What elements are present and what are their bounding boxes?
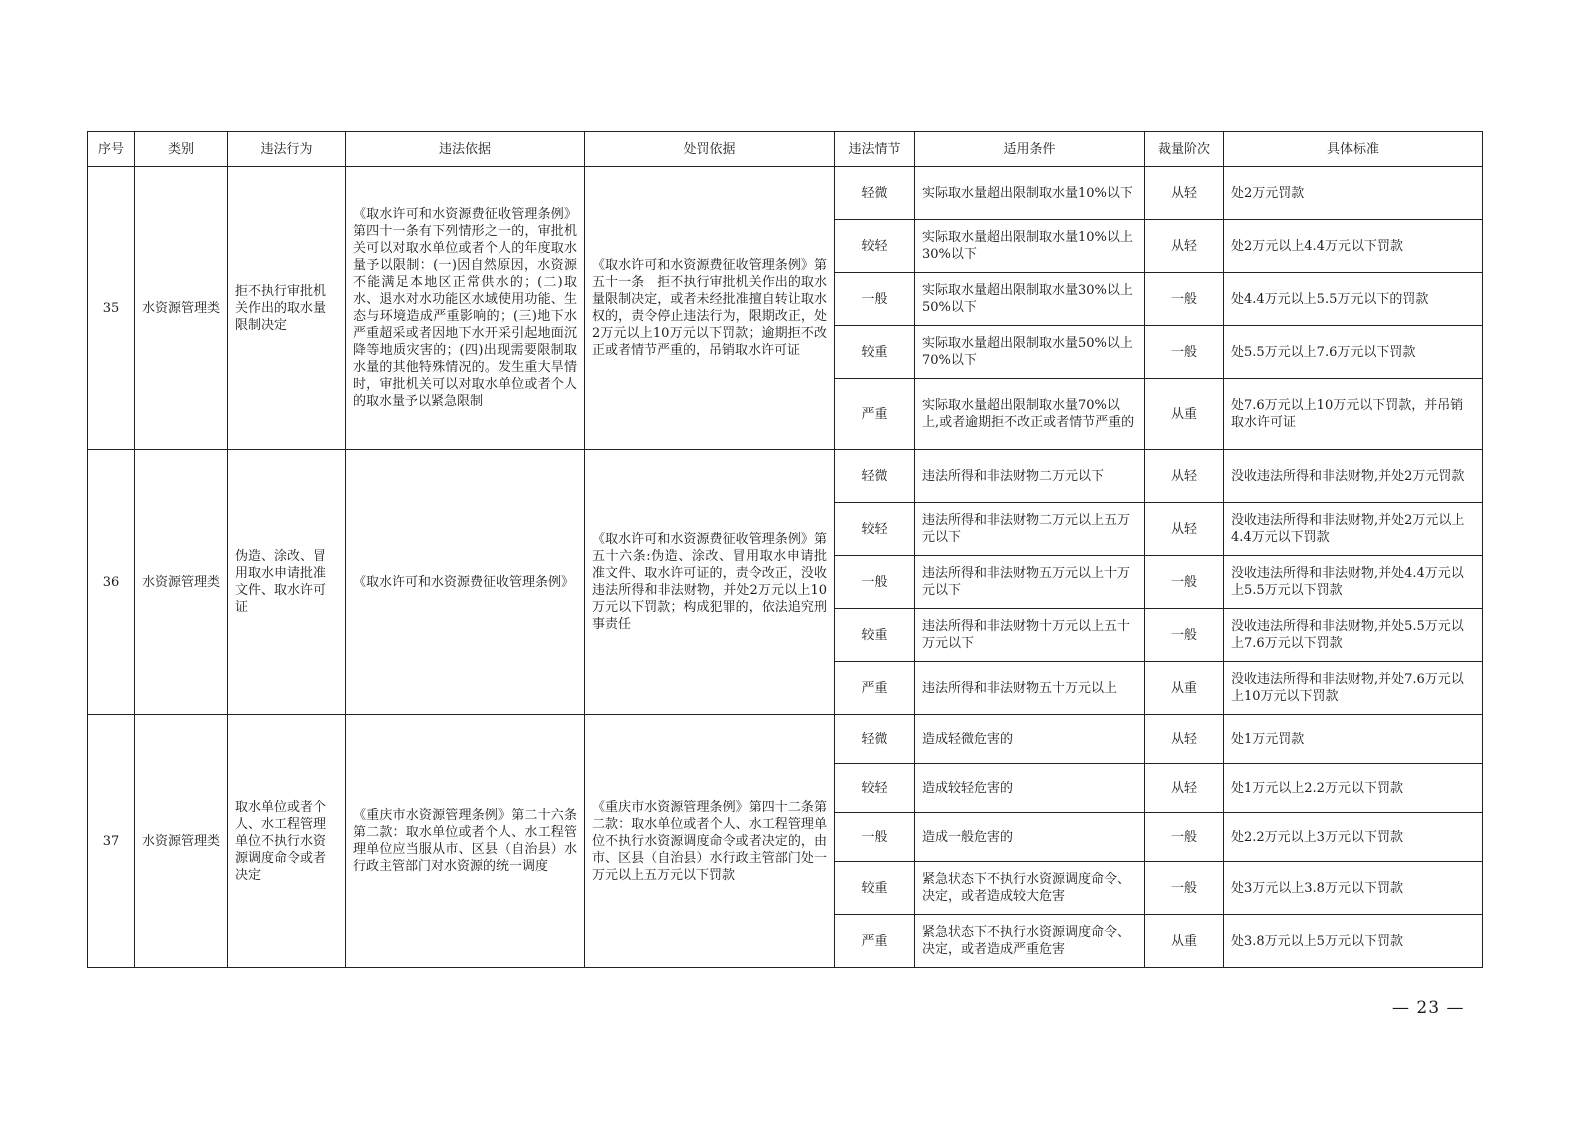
item-level: 严重 — [835, 662, 915, 715]
item-tier: 从轻 — [1145, 503, 1224, 556]
header-level: 违法情节 — [835, 132, 915, 167]
discretion-standards-table — [87, 131, 1483, 968]
item-tier: 一般 — [1145, 609, 1224, 662]
item-condition: 违法所得和非法财物二万元以上五万元以下 — [915, 503, 1145, 556]
header-condition: 适用条件 — [915, 132, 1145, 167]
item-condition: 违法所得和非法财物五万元以上十万元以下 — [915, 556, 1145, 609]
header-standard: 具体标准 — [1224, 132, 1483, 167]
item-standard: 处2万元以上4.4万元以下罚款 — [1224, 220, 1483, 273]
item-tier: 一般 — [1145, 862, 1224, 915]
item-penalty-basis: 《重庆市水资源管理条例》第四十二条第二款：取水单位或者个人、水工程管理单位不执行水资源调度命令或者决定的，由市、区县（自治县）水行政主管部门处一万元以上五万元以下罚款 — [585, 715, 835, 968]
header-behavior: 违法行为 — [228, 132, 346, 167]
item-level: 较重 — [835, 326, 915, 379]
item-level: 较轻 — [835, 220, 915, 273]
item-condition: 违法所得和非法财物二万元以下 — [915, 450, 1145, 503]
item-level: 严重 — [835, 379, 915, 450]
header-tier: 裁量阶次 — [1145, 132, 1224, 167]
item-level: 一般 — [835, 556, 915, 609]
item-condition: 造成较轻危害的 — [915, 764, 1145, 813]
item-tier: 一般 — [1145, 326, 1224, 379]
item-standard: 处3万元以上3.8万元以下罚款 — [1224, 862, 1483, 915]
item-tier: 从重 — [1145, 379, 1224, 450]
item-standard: 没收违法所得和非法财物,并处5.5万元以上7.6万元以下罚款 — [1224, 609, 1483, 662]
item-number: 36 — [88, 450, 135, 715]
item-tier: 从轻 — [1145, 764, 1224, 813]
item-condition: 紧急状态下不执行水资源调度命令、决定，或者造成严重危害 — [915, 915, 1145, 968]
item-category: 水资源管理类 — [135, 715, 228, 968]
item-standard: 处1万元以上2.2万元以下罚款 — [1224, 764, 1483, 813]
item-condition: 违法所得和非法财物五十万元以上 — [915, 662, 1145, 715]
item-condition: 造成轻微危害的 — [915, 715, 1145, 764]
item-tier: 一般 — [1145, 556, 1224, 609]
item-level: 轻微 — [835, 715, 915, 764]
item-number: 37 — [88, 715, 135, 968]
header-basis: 违法依据 — [346, 132, 585, 167]
item-standard: 没收违法所得和非法财物,并处4.4万元以上5.5万元以下罚款 — [1224, 556, 1483, 609]
item-tier: 从重 — [1145, 915, 1224, 968]
item-standard: 处1万元罚款 — [1224, 715, 1483, 764]
item-tier: 从轻 — [1145, 167, 1224, 220]
item-tier: 一般 — [1145, 273, 1224, 326]
header-number: 序号 — [88, 132, 135, 167]
item-basis: 《取水许可和水资源费征收管理条例》第四十一条有下列情形之一的，审批机关可以对取水单位或者个人的年度取水量予以限制：(一)因自然原因，水资源不能满足本地区正常供水的；(二)取水、退水对水功能区水域使用功能、生态与环境造成严重影响的；(三)地下水严重超采或者因地下水开采引起地面沉降等地质灾害的；(四)出现需要限制取水量的其他特殊情况的。发生重大旱情时，审批机关可以对取水单位或者个人的取水量予以紧急限制 — [346, 167, 585, 450]
table-row — [88, 715, 1483, 764]
item-tier: 一般 — [1145, 813, 1224, 862]
item-condition: 实际取水量超出限制取水量70%以上,或者逾期拒不改正或者情节严重的 — [915, 379, 1145, 450]
item-standard: 处3.8万元以上5万元以下罚款 — [1224, 915, 1483, 968]
item-penalty-basis: 《取水许可和水资源费征收管理条例》第五十六条:伪造、涂改、冒用取水申请批准文件、取水许可证的，责令改正，没收违法所得和非法财物，并处2万元以上10万元以下罚款；构成犯罪的，依法追究刑事责任 — [585, 450, 835, 715]
item-category: 水资源管理类 — [135, 450, 228, 715]
item-condition: 实际取水量超出限制取水量10%以上30%以下 — [915, 220, 1145, 273]
item-level: 轻微 — [835, 167, 915, 220]
item-number: 35 — [88, 167, 135, 450]
item-category: 水资源管理类 — [135, 167, 228, 450]
item-level: 严重 — [835, 915, 915, 968]
item-standard: 处4.4万元以上5.5万元以下的罚款 — [1224, 273, 1483, 326]
item-level: 轻微 — [835, 450, 915, 503]
item-penalty-basis: 《取水许可和水资源费征收管理条例》第五十一条 拒不执行审批机关作出的取水量限制决定，或者未经批准擅自转让取水权的，责令停止违法行为，限期改正，处2万元以上10万元以下罚款；逾期拒不改正或者情节严重的，吊销取水许可证 — [585, 167, 835, 450]
item-standard: 处5.5万元以上7.6万元以下罚款 — [1224, 326, 1483, 379]
item-tier: 从轻 — [1145, 715, 1224, 764]
page-number: — 23 — — [1392, 998, 1465, 1018]
item-tier: 从重 — [1145, 662, 1224, 715]
item-level: 较重 — [835, 609, 915, 662]
item-standard: 处2万元罚款 — [1224, 167, 1483, 220]
item-condition: 紧急状态下不执行水资源调度命令、决定，或者造成较大危害 — [915, 862, 1145, 915]
item-condition: 造成一般危害的 — [915, 813, 1145, 862]
header-penalty-basis: 处罚依据 — [585, 132, 835, 167]
item-tier: 从轻 — [1145, 450, 1224, 503]
item-level: 较轻 — [835, 503, 915, 556]
item-level: 一般 — [835, 813, 915, 862]
item-level: 一般 — [835, 273, 915, 326]
item-level: 较轻 — [835, 764, 915, 813]
item-condition: 违法所得和非法财物十万元以上五十万元以下 — [915, 609, 1145, 662]
item-standard: 处7.6万元以上10万元以下罚款，并吊销取水许可证 — [1224, 379, 1483, 450]
item-standard: 没收违法所得和非法财物,并处2万元罚款 — [1224, 450, 1483, 503]
item-level: 较重 — [835, 862, 915, 915]
header-row — [88, 132, 1483, 167]
table-row — [88, 167, 1483, 220]
item-standard: 没收违法所得和非法财物,并处2万元以上4.4万元以下罚款 — [1224, 503, 1483, 556]
item-behavior: 拒不执行审批机关作出的取水量限制决定 — [228, 167, 346, 450]
item-basis: 《取水许可和水资源费征收管理条例》 — [346, 450, 585, 715]
header-category: 类别 — [135, 132, 228, 167]
item-behavior: 取水单位或者个人、水工程管理单位不执行水资源调度命令或者决定 — [228, 715, 346, 968]
item-condition: 实际取水量超出限制取水量30%以上50%以下 — [915, 273, 1145, 326]
item-basis: 《重庆市水资源管理条例》第二十六条第二款：取水单位或者个人、水工程管理单位应当服从市、区县（自治县）水行政主管部门对水资源的统一调度 — [346, 715, 585, 968]
item-standard: 处2.2万元以上3万元以下罚款 — [1224, 813, 1483, 862]
item-behavior: 伪造、涂改、冒用取水申请批准文件、取水许可证 — [228, 450, 346, 715]
item-standard: 没收违法所得和非法财物,并处7.6万元以上10万元以下罚款 — [1224, 662, 1483, 715]
item-condition: 实际取水量超出限制取水量50%以上70%以下 — [915, 326, 1145, 379]
table-row — [88, 450, 1483, 503]
item-tier: 从轻 — [1145, 220, 1224, 273]
item-condition: 实际取水量超出限制取水量10%以下 — [915, 167, 1145, 220]
